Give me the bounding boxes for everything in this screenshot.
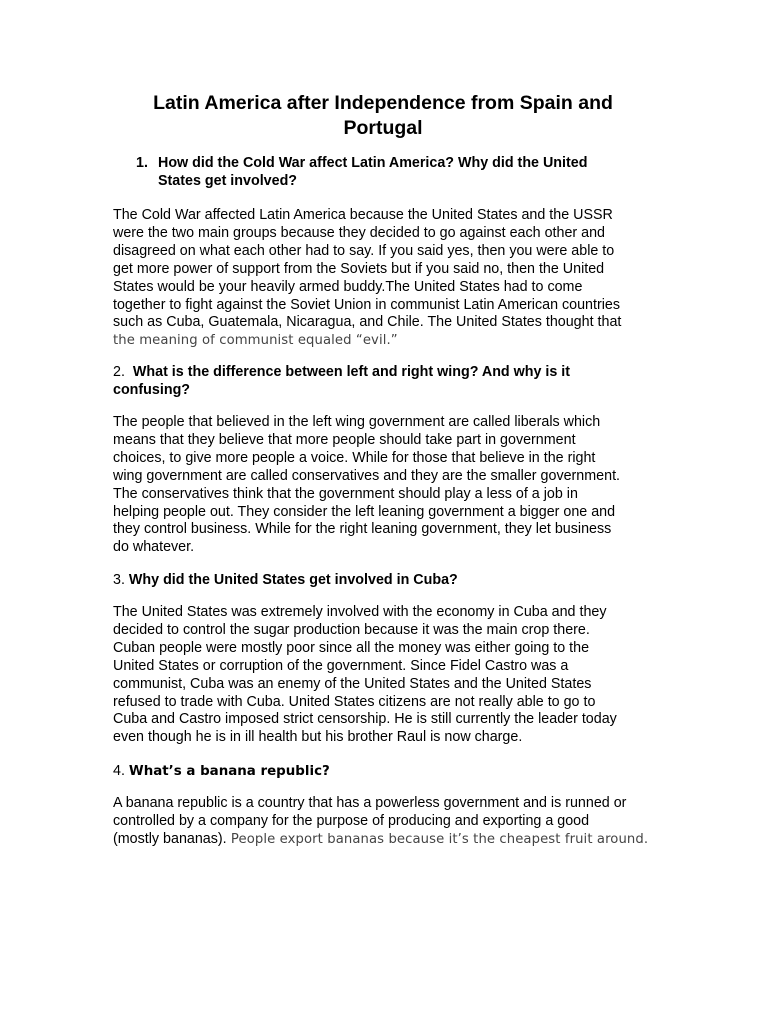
answer-3-line: United States or corruption of the government. Since Fidel Castro was a bbox=[113, 657, 569, 674]
answer-3 bbox=[113, 604, 658, 747]
answer-1 bbox=[113, 207, 658, 350]
question-3-text: Why did the United States get involved in Cuba? bbox=[128, 572, 458, 588]
answer-1-line: were the two main groups because they decided to go against each other and bbox=[113, 224, 605, 241]
answer-2-line: do whatever. bbox=[113, 539, 195, 556]
question-1-line-1: How did the Cold War affect Latin America? Why did the United bbox=[158, 155, 588, 171]
answer-2-line: they control business. While for the right leaning government, they let business bbox=[113, 521, 612, 538]
title-line-1: Latin America after Independence from Spain and bbox=[153, 92, 613, 114]
question-3 bbox=[113, 571, 658, 589]
question-4-text: What’s a banana republic? bbox=[128, 764, 330, 779]
question-2-line-2: confusing? bbox=[113, 382, 191, 398]
answer-2-line: means that they believe that more people should take part in government bbox=[113, 431, 576, 448]
answer-3-line: refused to trade with Cuba. United States citizens are not really able to go to bbox=[113, 693, 596, 710]
answer-4-parenthetical: (mostly bananas). bbox=[113, 830, 227, 847]
answer-2-line: helping people out. They consider the left leaning government a bigger one and bbox=[113, 503, 616, 520]
question-2-number: 2. bbox=[113, 364, 125, 380]
answer-4-line: controlled by a company for the purpose of producing and exporting a good bbox=[113, 812, 590, 829]
answer-4-line bbox=[113, 831, 658, 849]
answer-1-line: such as Cuba, Guatemala, Nicaragua, and Chile. The United States thought that bbox=[113, 314, 622, 331]
answer-3-line: The United States was extremely involved with the economy in Cuba and they bbox=[113, 604, 607, 620]
question-1-number: 1. bbox=[136, 155, 148, 171]
question-1-text bbox=[136, 154, 656, 190]
question-2-line-1: What is the difference between left and right wing? And why is it bbox=[132, 364, 571, 380]
answer-2-line: wing government are called conservatives and they are the smaller government. bbox=[113, 467, 621, 484]
answer-2-line: The conservatives think that the government should play a less of a job in bbox=[113, 485, 578, 502]
title-line-2: Portugal bbox=[343, 117, 423, 139]
answer-3-line: even though he is in ill health but his brother Raul is now charge. bbox=[113, 729, 523, 746]
answer-3-line: Cuban people were mostly poor since all the money was either going to the bbox=[113, 639, 590, 656]
answer-2-line: choices, to give more people a voice. While for those that believe in the right bbox=[113, 449, 596, 466]
question-4 bbox=[113, 762, 658, 781]
answer-1-line: together to fight against the Soviet Union in communist Latin American countries bbox=[113, 296, 621, 313]
answer-3-line: decided to control the sugar production because it was the main crop there. bbox=[113, 621, 590, 638]
answer-1-line: States would be your heavily armed buddy.The United States had to come bbox=[113, 278, 583, 295]
page-title bbox=[113, 91, 653, 141]
answer-1-line: disagreed on what each other had to say. If you said yes, then you were able to bbox=[113, 242, 615, 259]
answer-3-line: Cuba and Castro imposed strict censorship. He is still currently the leader today bbox=[113, 711, 617, 728]
answer-2 bbox=[113, 414, 658, 557]
question-3-number: 3. bbox=[113, 572, 125, 588]
question-2 bbox=[113, 363, 658, 399]
answer-4 bbox=[113, 795, 658, 849]
answer-1-line: The Cold War affected Latin America because the United States and the USSR bbox=[113, 207, 613, 223]
question-1 bbox=[136, 154, 656, 190]
answer-2-line: The people that believed in the left wing government are called liberals which bbox=[113, 414, 601, 430]
answer-3-line: communist, Cuba was an enemy of the United States and the United States bbox=[113, 675, 592, 692]
answer-1-line: the meaning of communist equaled “evil.” bbox=[113, 333, 398, 349]
answer-4-line: A banana republic is a country that has a powerless government and is runned or bbox=[113, 795, 627, 811]
question-4-number: 4. bbox=[113, 763, 125, 779]
answer-4-tail: People export bananas because it’s the cheapest fruit around. bbox=[226, 831, 649, 847]
answer-1-line: get more power of support from the Soviets but if you said no, then the United bbox=[113, 260, 605, 277]
question-1-line-2: States get involved? bbox=[158, 173, 298, 189]
